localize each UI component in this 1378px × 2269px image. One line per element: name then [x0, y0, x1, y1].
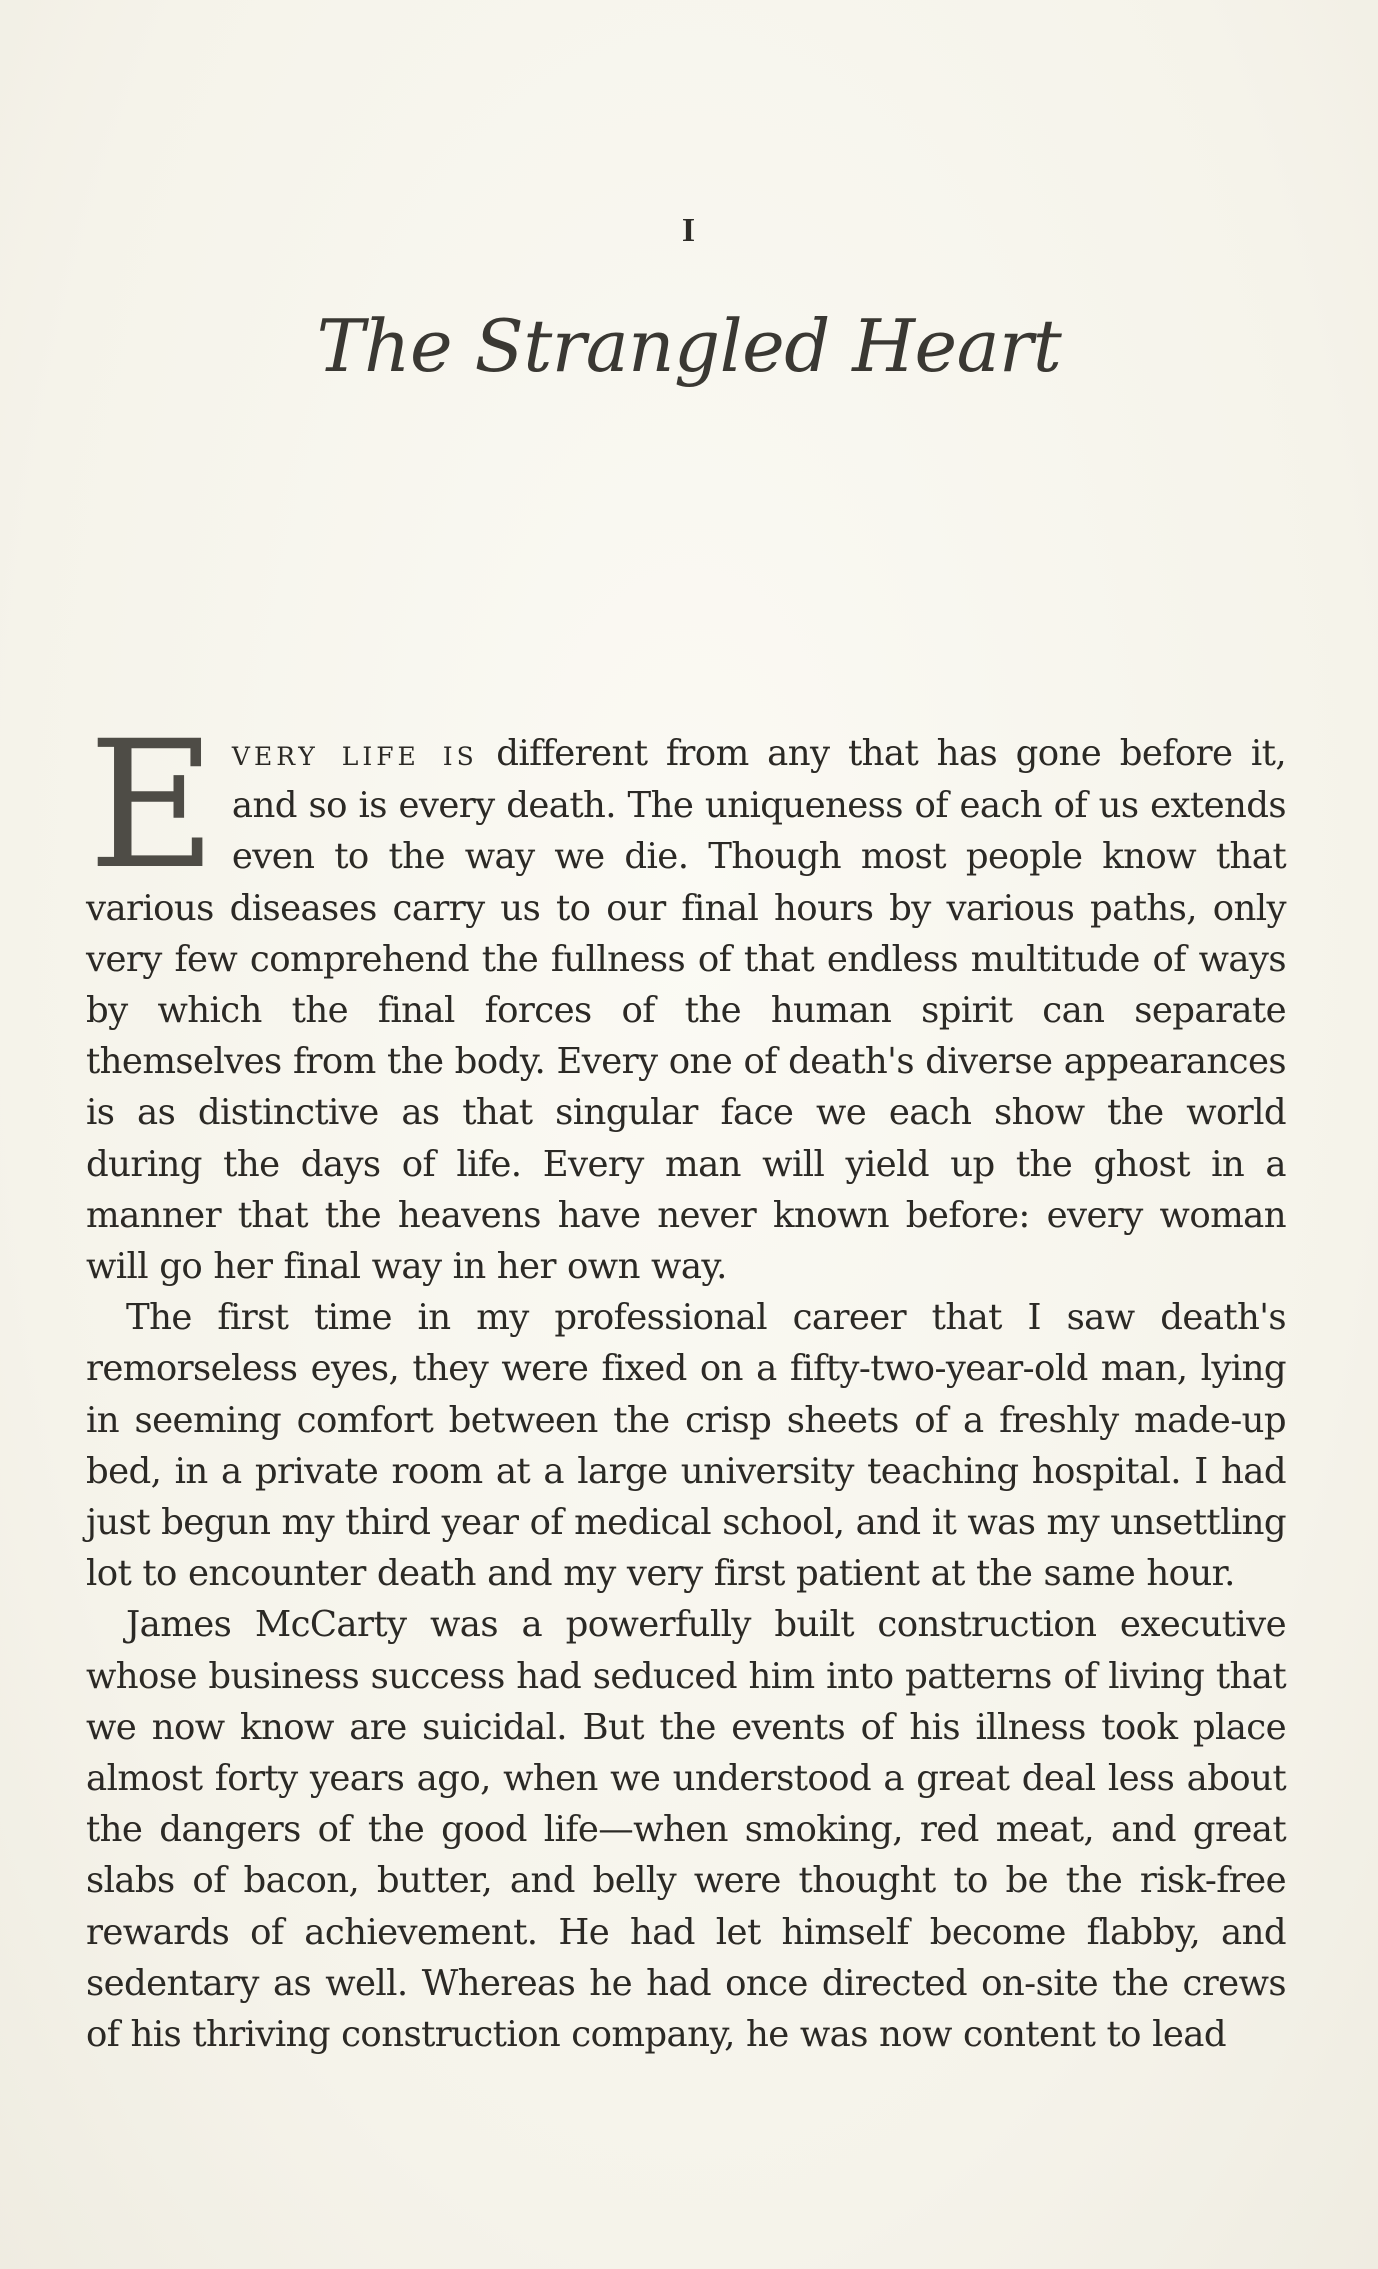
lead-in-small-caps: very life is	[231, 734, 478, 774]
drop-cap: E	[88, 703, 216, 908]
paragraph-3: James McCarty was a powerfully built construction executive whose business success had seduced him into patterns of living that we now know are suicidal. But the events of his illness took place almost forty years ago, when we understood a great deal less about the dangers of the good life—when smoking, red meat, and great slabs of bacon, butter, and belly were thought to be the risk-free rewards of achievement. He had let himself become flabby, and sedentary as well. Whereas he had once directed on-site the crews of his thriving construction company, he was now content to lead	[86, 1604, 1286, 2056]
chapter-title: The Strangled Heart	[316, 304, 1062, 388]
paragraph-2: The first time in my professional career that I saw death's remorseless eyes, they were fixed on a fifty-two-year-old man, lying in seeming comfort between the crisp sheets of a freshly made-up bed, in a private room at a large university teaching hospital. I had just begun my third year of medical school, and it was my unsettling lot to encounter death and my very first patient at the same hour.	[86, 1297, 1286, 1595]
chapter-body	[86, 703, 1286, 2060]
paragraph-1	[86, 703, 1286, 1292]
paragraph-1-text: different from any that has gone before it, and so is every death. The uniqueness of each of us extends even to the way we die. Though most people know that various diseases carry us to our final hours by various paths, only very few comprehend the fullness of that endless multitude of ways by which the final forces of the human spirit can separate themselves from the body. Every one of death's diverse appearances is as distinctive as that singular face we each show the world during the days of life. Every man will yield up the ghost in a manner that the heavens have never known before: every woman will go her final way in her own way.	[86, 733, 1286, 1288]
chapter-number: I	[681, 212, 697, 249]
